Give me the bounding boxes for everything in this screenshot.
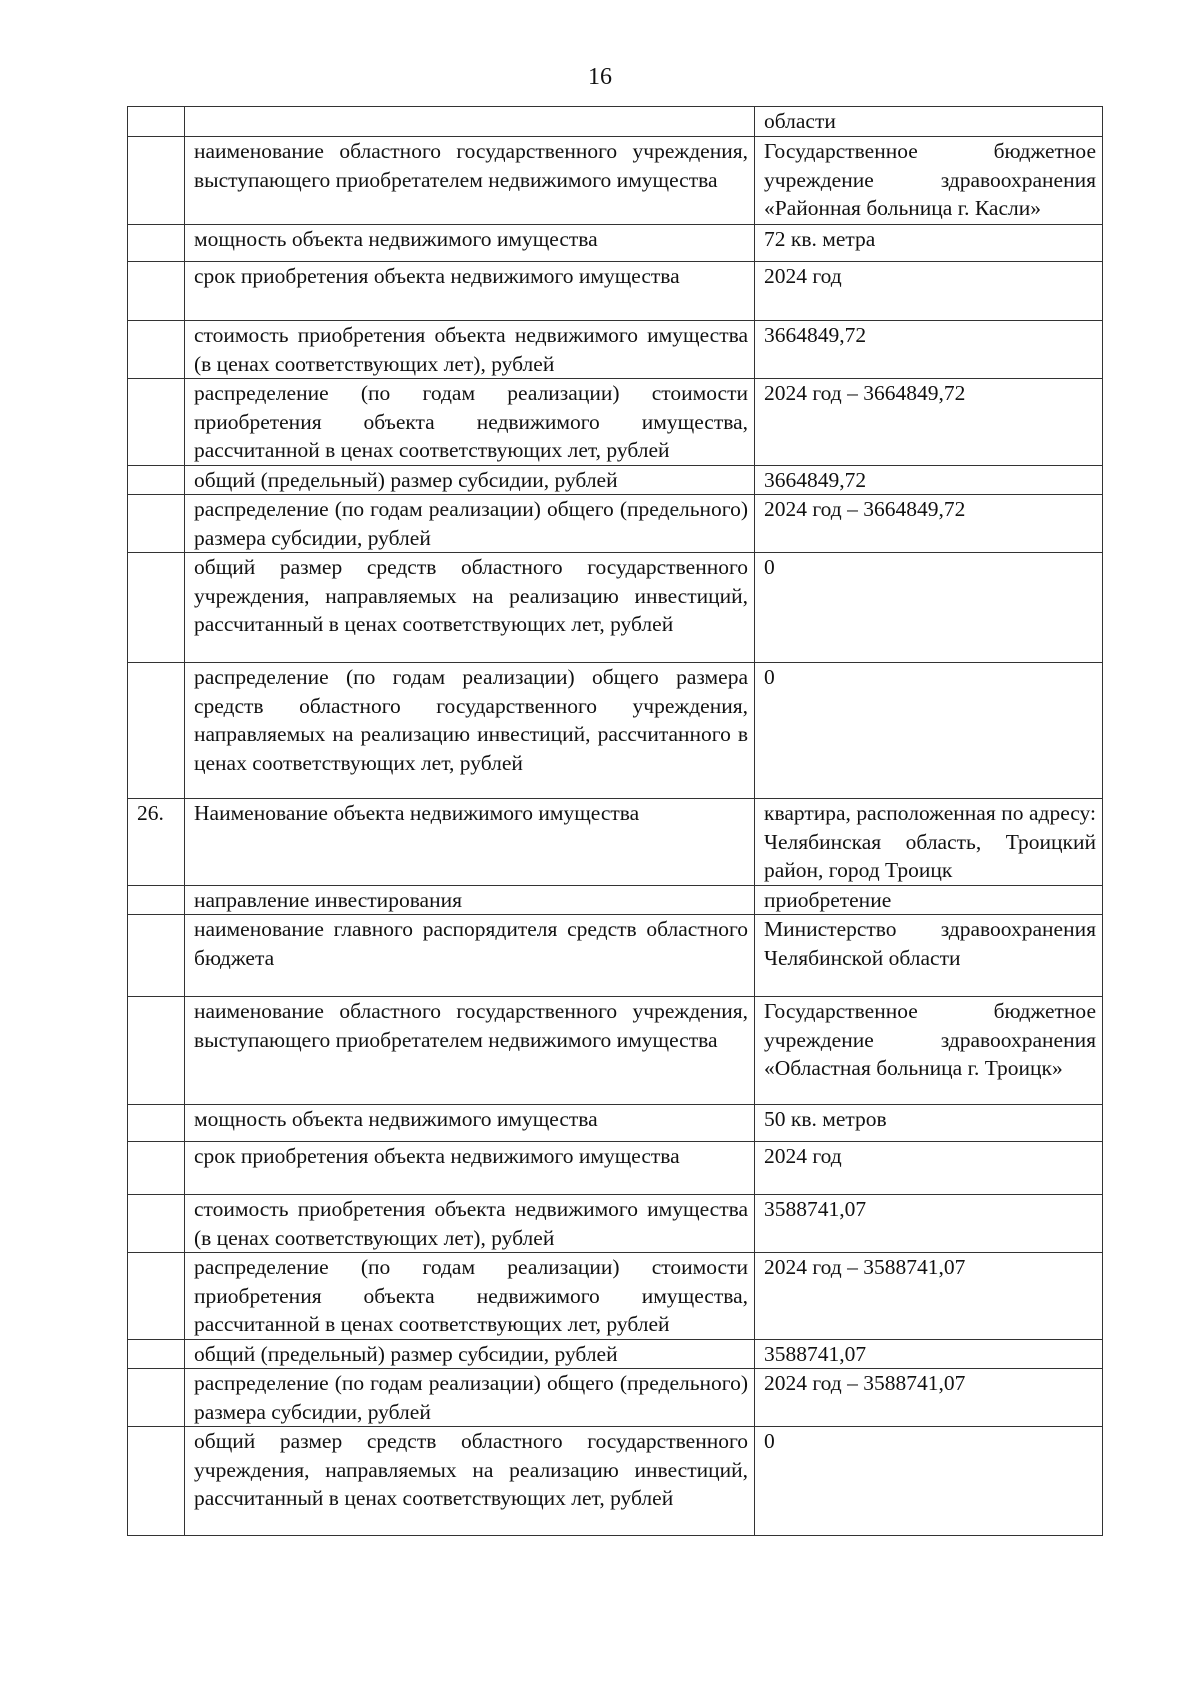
- table-row: [128, 262, 1103, 321]
- row-number-cell: [128, 997, 185, 1105]
- table-row: [128, 663, 1103, 799]
- row-number-cell: [128, 1253, 185, 1340]
- table-row: [128, 1142, 1103, 1195]
- row-number-cell: [128, 379, 185, 466]
- parameter-name-cell: Наименование объекта недвижимого имущества: [185, 799, 755, 886]
- table-row: [128, 465, 1103, 495]
- parameter-value-cell: 3664849,72: [755, 465, 1103, 495]
- parameter-name-cell: [185, 107, 755, 137]
- row-number-cell: [128, 553, 185, 663]
- parameter-name-cell: распределение (по годам реализации) общего (предельного) размера субсидии, рублей: [185, 495, 755, 553]
- parameter-value-cell: Государственное бюджетное учреждение здравоохранения «Областная больница г. Троицк»: [755, 997, 1103, 1105]
- row-number-cell: [128, 915, 185, 997]
- row-number-cell: [128, 1369, 185, 1427]
- table-row: [128, 1195, 1103, 1253]
- parameter-value-cell: 50 кв. метров: [755, 1105, 1103, 1142]
- table-row: [128, 885, 1103, 915]
- row-number-cell: [128, 1195, 185, 1253]
- parameter-value-cell: 2024 год – 3664849,72: [755, 379, 1103, 466]
- table-row: [128, 1339, 1103, 1369]
- parameter-value-cell: приобретение: [755, 885, 1103, 915]
- parameter-value-cell: 2024 год: [755, 1142, 1103, 1195]
- parameter-name-cell: мощность объекта недвижимого имущества: [185, 1105, 755, 1142]
- row-number-cell: [128, 663, 185, 799]
- table-row: [128, 997, 1103, 1105]
- table-row: [128, 1369, 1103, 1427]
- row-number-cell: [128, 1339, 185, 1369]
- parameter-name-cell: общий (предельный) размер субсидии, рублей: [185, 465, 755, 495]
- parameter-name-cell: распределение (по годам реализации) общего (предельного) размера субсидии, рублей: [185, 1369, 755, 1427]
- row-number-cell: [128, 1142, 185, 1195]
- row-number-cell: [128, 465, 185, 495]
- parameter-value-cell: 2024 год: [755, 262, 1103, 321]
- parameter-value-cell: 0: [755, 663, 1103, 799]
- row-number-cell: [128, 1105, 185, 1142]
- parameter-value-cell: 3588741,07: [755, 1339, 1103, 1369]
- parameter-name-cell: распределение (по годам реализации) общего размера средств областного государственного учреждения, направляемых на реализацию инвестиций, рассчитанного в ценах соответствующих лет, рублей: [185, 663, 755, 799]
- row-number-cell: [128, 225, 185, 262]
- parameter-value-cell: Государственное бюджетное учреждение здравоохранения «Районная больница г. Касли»: [755, 137, 1103, 225]
- parameter-value-cell: 2024 год – 3588741,07: [755, 1369, 1103, 1427]
- table-row: [128, 225, 1103, 262]
- table-row: [128, 799, 1103, 886]
- page-number: 16: [588, 64, 612, 90]
- parameter-value-cell: 2024 год – 3664849,72: [755, 495, 1103, 553]
- parameter-value-cell: области: [755, 107, 1103, 137]
- table-row: [128, 915, 1103, 997]
- parameter-name-cell: мощность объекта недвижимого имущества: [185, 225, 755, 262]
- row-number-cell: [128, 321, 185, 379]
- parameter-name-cell: распределение (по годам реализации) стоимости приобретения объекта недвижимого имущества, рассчитанной в ценах соответствующих лет, рублей: [185, 379, 755, 466]
- parameter-name-cell: распределение (по годам реализации) стоимости приобретения объекта недвижимого имущества, рассчитанной в ценах соответствующих лет, рублей: [185, 1253, 755, 1340]
- table-row: [128, 379, 1103, 466]
- table-row: [128, 1253, 1103, 1340]
- row-number-cell: [128, 262, 185, 321]
- parameter-name-cell: общий размер средств областного государственного учреждения, направляемых на реализацию инвестиций, рассчитанный в ценах соответствующих лет, рублей: [185, 553, 755, 663]
- row-number-cell: [128, 885, 185, 915]
- table-row: [128, 137, 1103, 225]
- parameter-name-cell: наименование областного государственного учреждения, выступающего приобретателем недвижимого имущества: [185, 997, 755, 1105]
- parameter-value-cell: квартира, расположенная по адресу: Челябинская область, Троицкий район, город Троицк: [755, 799, 1103, 886]
- parameter-value-cell: 2024 год – 3588741,07: [755, 1253, 1103, 1340]
- row-number-cell: [128, 137, 185, 225]
- parameter-value-cell: 72 кв. метра: [755, 225, 1103, 262]
- parameter-value-cell: Министерство здравоохранения Челябинской области: [755, 915, 1103, 997]
- parameter-name-cell: наименование главного распорядителя средств областного бюджета: [185, 915, 755, 997]
- parameter-value-cell: 0: [755, 553, 1103, 663]
- parameter-name-cell: стоимость приобретения объекта недвижимого имущества (в ценах соответствующих лет), рублей: [185, 1195, 755, 1253]
- table-row: [128, 1427, 1103, 1536]
- parameter-name-cell: стоимость приобретения объекта недвижимого имущества (в ценах соответствующих лет), рублей: [185, 321, 755, 379]
- parameter-value-cell: 3588741,07: [755, 1195, 1103, 1253]
- table-row: [128, 495, 1103, 553]
- table-row: [128, 553, 1103, 663]
- row-number-cell: 26.: [128, 799, 185, 886]
- row-number-cell: [128, 495, 185, 553]
- parameter-value-cell: 3664849,72: [755, 321, 1103, 379]
- parameter-name-cell: общий (предельный) размер субсидии, рублей: [185, 1339, 755, 1369]
- parameter-name-cell: направление инвестирования: [185, 885, 755, 915]
- table-row: [128, 1105, 1103, 1142]
- parameter-name-cell: срок приобретения объекта недвижимого имущества: [185, 262, 755, 321]
- parameter-value-cell: 0: [755, 1427, 1103, 1536]
- parameter-name-cell: наименование областного государственного учреждения, выступающего приобретателем недвижимого имущества: [185, 137, 755, 225]
- table-body: [128, 107, 1103, 1536]
- row-number-cell: [128, 1427, 185, 1536]
- row-number-cell: [128, 107, 185, 137]
- table-row: [128, 321, 1103, 379]
- table-row: [128, 107, 1103, 137]
- parameter-name-cell: общий размер средств областного государственного учреждения, направляемых на реализацию инвестиций, рассчитанный в ценах соответствующих лет, рублей: [185, 1427, 755, 1536]
- investment-table: [127, 106, 1103, 1536]
- parameter-name-cell: срок приобретения объекта недвижимого имущества: [185, 1142, 755, 1195]
